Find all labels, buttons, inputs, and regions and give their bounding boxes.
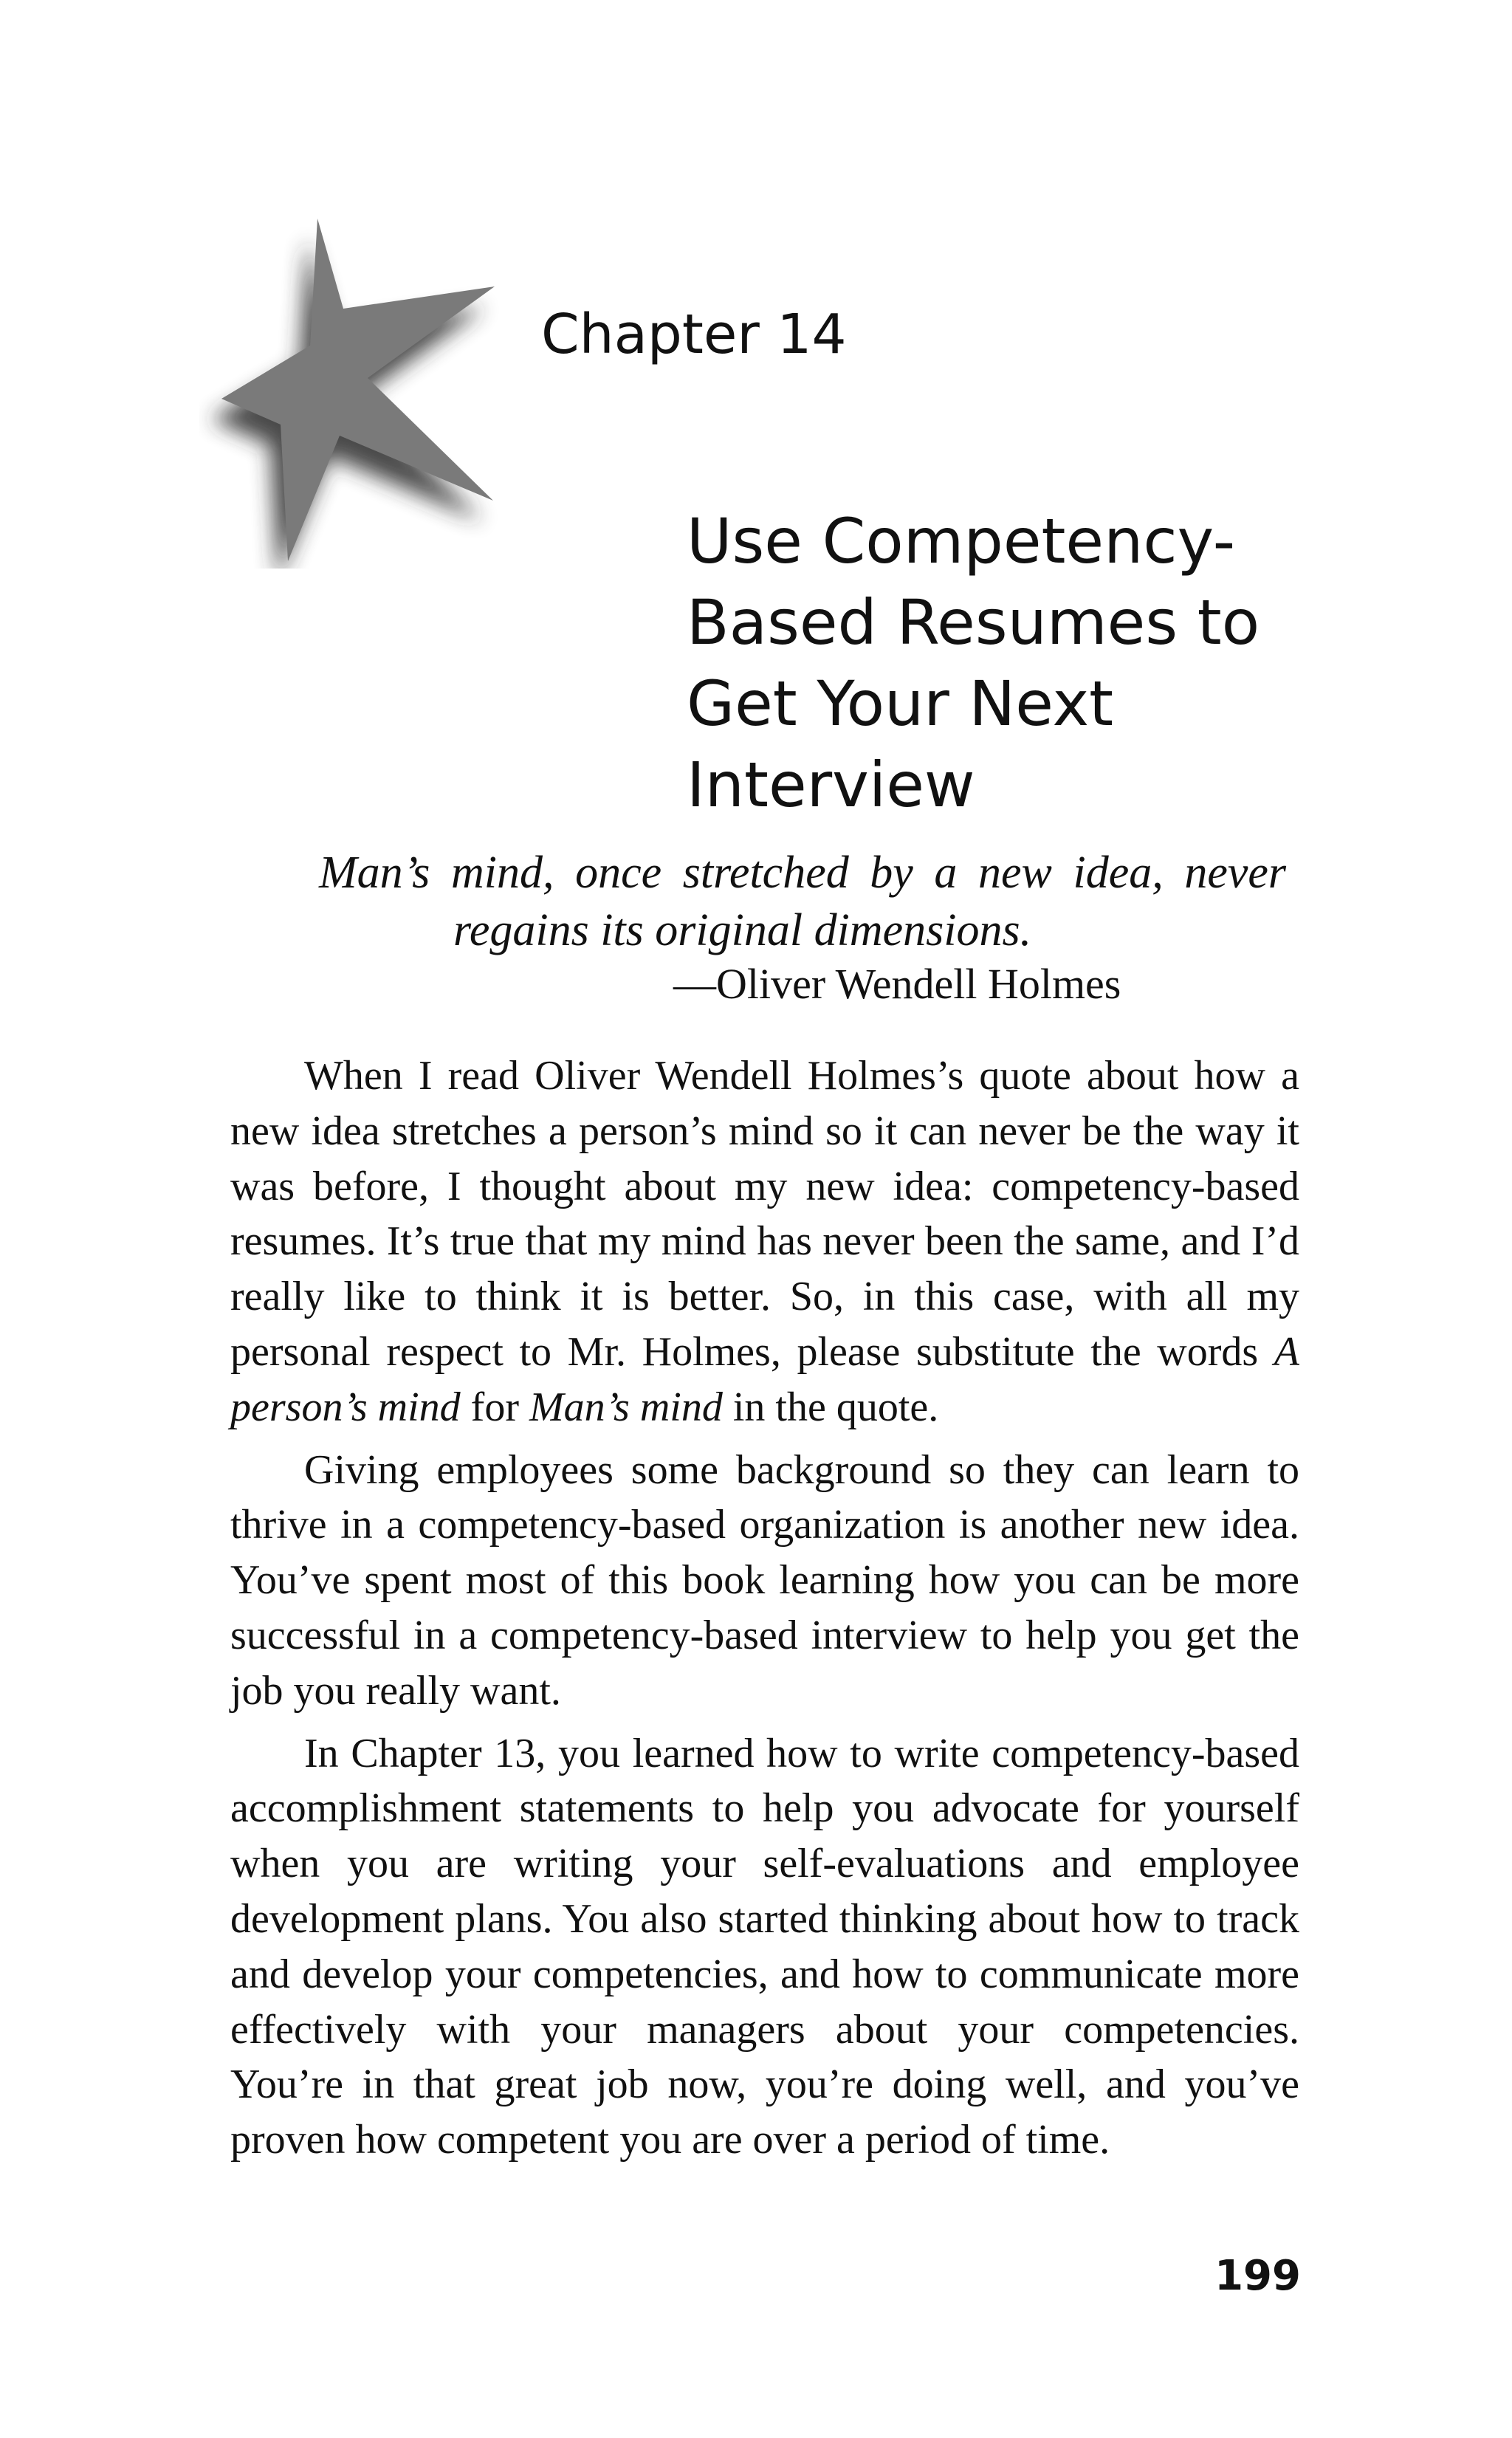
- paragraph: [230, 1048, 1299, 1435]
- chapter-title-line: Use Competency-: [687, 505, 1236, 577]
- text-run: in the quote.: [722, 1384, 939, 1430]
- epigraph-line: Man’s mind, once stretched by a new idea, never: [319, 848, 1286, 898]
- star-icon: [199, 214, 524, 569]
- paragraph: In Chapter 13, you learned how to write competency-based accomplishment statements to help you advocate for yourself when you are writing your self-evaluations and employee development plans. You also started thinking about how to track and develop your competencies, and how to communicate more effectively with your managers about your competencies. You’re in that great job now, you’re doing well, and you’ve proven how competent you are over a period of time.: [230, 1730, 1299, 2163]
- epigraph-line: regains its original dimensions.: [453, 905, 1032, 955]
- chapter-title-line: Get Your Next: [687, 667, 1114, 740]
- chapter-label: Chapter 14: [541, 303, 847, 366]
- page-number: 199: [1214, 2252, 1301, 2300]
- italic-phrase: Man’s mind: [529, 1384, 723, 1430]
- epigraph-quote: [319, 844, 1286, 959]
- text-run: for: [460, 1384, 529, 1430]
- body-text: [230, 1048, 1299, 2175]
- text-run: When I read Oliver Wendell Holmes’s quote about how a new idea stretches a person’s mind so it can never be the way it was before, I thought about my new idea: competency-based resumes. It’s true that my mind has never been the same, and I’d really like to think it is better. So, in this case, with all my personal respect to Mr. Holmes, please substitute the words: [230, 1053, 1299, 1375]
- chapter-title-line: Interview: [687, 749, 975, 821]
- chapter-title-line: Based Resumes to: [687, 586, 1260, 659]
- paragraph: Giving employees some background so they can learn to thrive in a competency-based organization is another new idea. You’ve spent most of this book learning how you can be more successful in a competency-based interview to help you get the job you really want.: [230, 1446, 1299, 1714]
- chapter-title: [687, 501, 1425, 825]
- epigraph-attribution: —Oliver Wendell Holmes: [673, 960, 1121, 1008]
- italic-phrase: A person’s mind: [230, 1328, 1299, 1430]
